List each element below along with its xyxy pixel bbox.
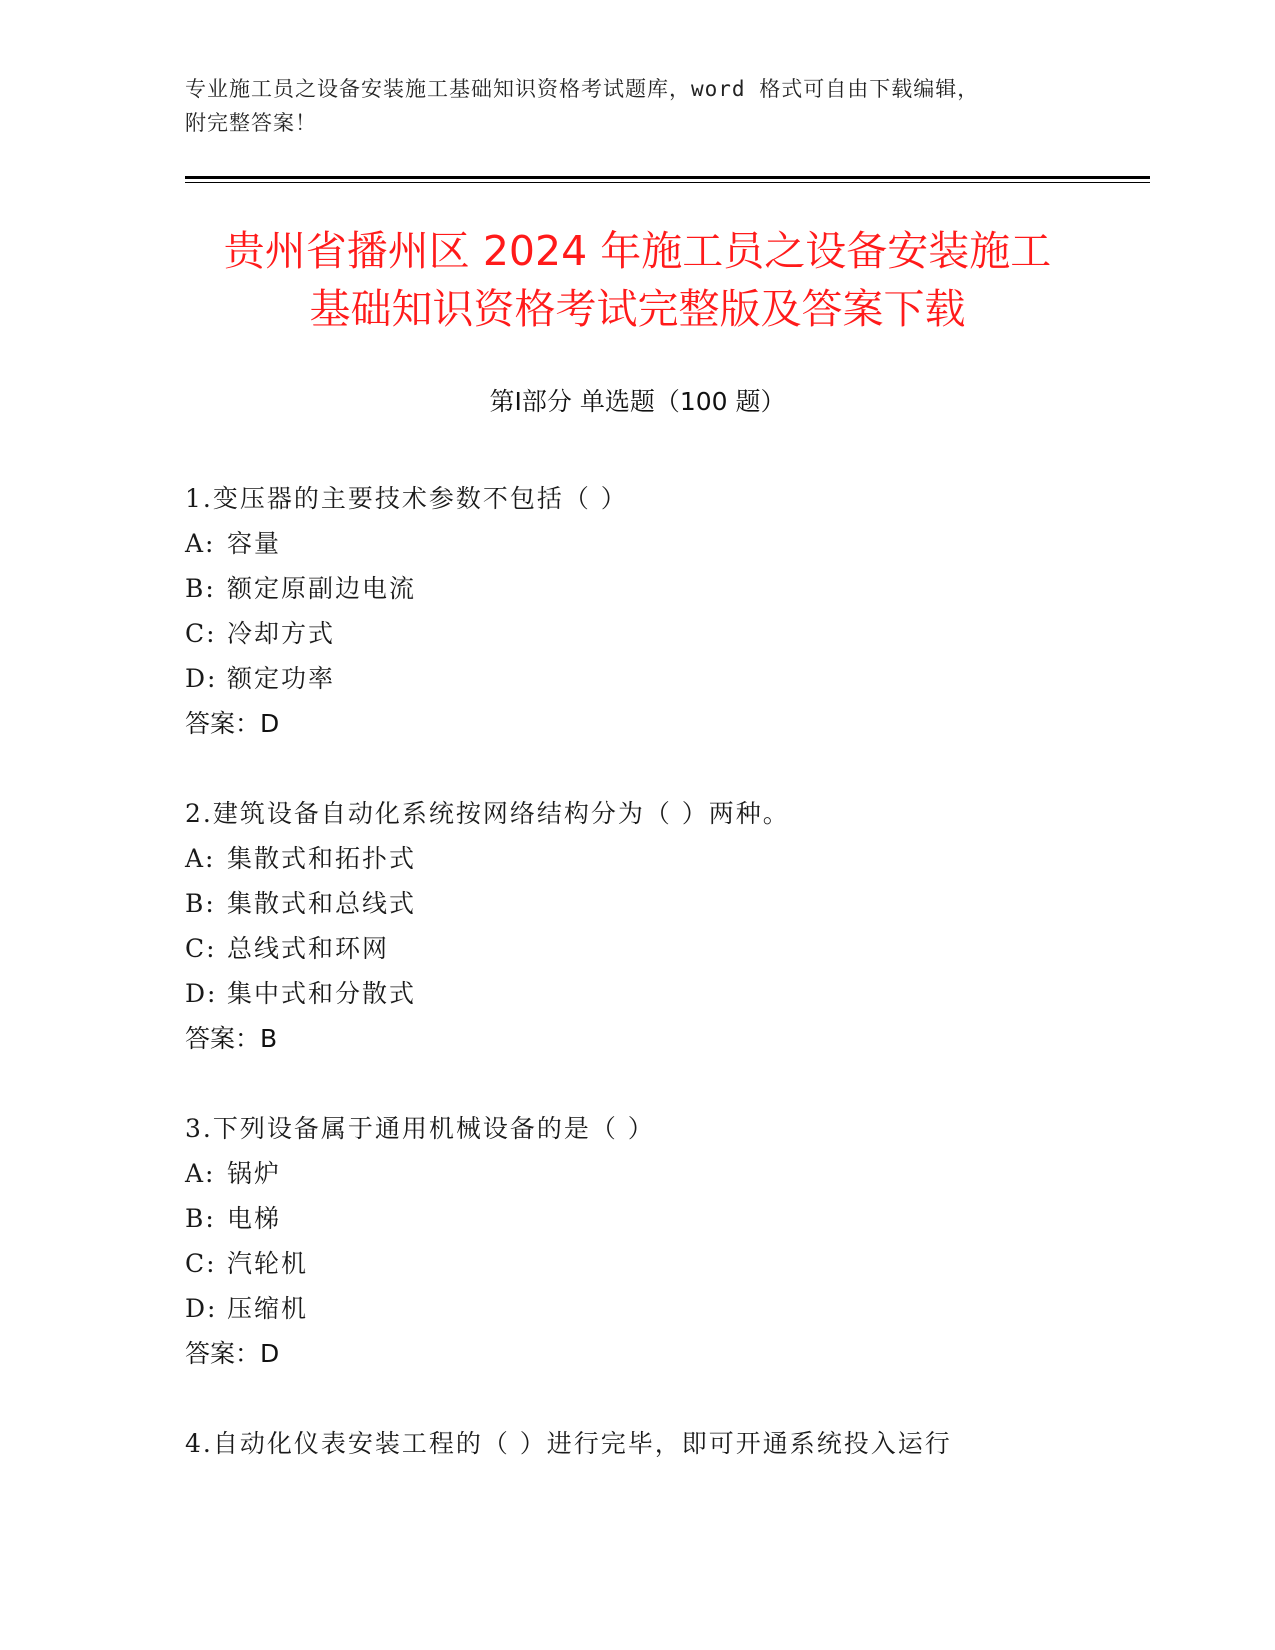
option-d bbox=[185, 656, 1135, 701]
header-divider-thick bbox=[185, 176, 1150, 179]
answer-label: 答案： bbox=[185, 709, 261, 738]
question-4 bbox=[185, 1421, 1135, 1466]
option-text: 容量 bbox=[227, 529, 282, 558]
option-text: 总线式和环网 bbox=[227, 934, 390, 963]
option-text: 集散式和总线式 bbox=[227, 889, 417, 918]
option-text: 额定原副边电流 bbox=[227, 574, 417, 603]
question-stem: 2.建筑设备自动化系统按网络结构分为（ ）两种。 bbox=[185, 799, 790, 828]
option-a bbox=[185, 1151, 1135, 1196]
answer-line bbox=[185, 1331, 1135, 1376]
question-stem: 4.自动化仪表安装工程的（ ）进行完毕，即可开通系统投入运行 bbox=[185, 1429, 952, 1458]
option-letter: B: bbox=[185, 574, 216, 603]
header-divider-thin bbox=[185, 182, 1150, 183]
question-stem: 3.下列设备属于通用机械设备的是（ ） bbox=[185, 1114, 655, 1143]
title-line-2: 基础知识资格考试完整版及答案下载 bbox=[309, 285, 966, 333]
option-text: 锅炉 bbox=[227, 1159, 282, 1188]
option-letter: D: bbox=[185, 979, 218, 1008]
option-letter: D: bbox=[185, 664, 218, 693]
option-text: 冷却方式 bbox=[227, 619, 336, 648]
option-letter: D: bbox=[185, 1294, 218, 1323]
option-a bbox=[185, 521, 1135, 566]
option-letter: B: bbox=[185, 889, 216, 918]
question-2 bbox=[185, 791, 1135, 1061]
option-letter: A: bbox=[185, 1159, 216, 1188]
option-d bbox=[185, 971, 1135, 1016]
option-letter: C: bbox=[185, 619, 217, 648]
option-b bbox=[185, 1196, 1135, 1241]
option-c bbox=[185, 1241, 1135, 1286]
option-a bbox=[185, 836, 1135, 881]
document-title bbox=[160, 222, 1115, 338]
option-c bbox=[185, 611, 1135, 656]
option-letter: B: bbox=[185, 1204, 216, 1233]
header-line-1: 专业施工员之设备安装施工基础知识资格考试题库，word 格式可自由下载编辑， bbox=[185, 77, 980, 101]
header-line-2: 附完整答案！ bbox=[185, 111, 317, 135]
question-list bbox=[185, 476, 1135, 1511]
option-letter: C: bbox=[185, 934, 217, 963]
answer-line bbox=[185, 1016, 1135, 1061]
option-letter: A: bbox=[185, 529, 216, 558]
option-letter: C: bbox=[185, 1249, 217, 1278]
answer-value: D bbox=[260, 1339, 280, 1368]
title-line-1: 贵州省播州区 2024 年施工员之设备安装施工 bbox=[223, 227, 1052, 275]
option-b bbox=[185, 566, 1135, 611]
option-text: 集中式和分散式 bbox=[227, 979, 417, 1008]
option-text: 额定功率 bbox=[227, 664, 336, 693]
question-3 bbox=[185, 1106, 1135, 1376]
answer-value: D bbox=[260, 709, 280, 738]
option-text: 电梯 bbox=[227, 1204, 282, 1233]
option-text: 集散式和拓扑式 bbox=[227, 844, 417, 873]
option-c bbox=[185, 926, 1135, 971]
option-text: 汽轮机 bbox=[227, 1249, 309, 1278]
option-letter: A: bbox=[185, 844, 216, 873]
answer-label: 答案： bbox=[185, 1024, 261, 1053]
answer-value: B bbox=[260, 1024, 278, 1053]
question-1 bbox=[185, 476, 1135, 746]
option-d bbox=[185, 1286, 1135, 1331]
answer-label: 答案： bbox=[185, 1339, 261, 1368]
section-heading: 第Ⅰ部分 单选题（100 题） bbox=[489, 387, 786, 416]
question-stem: 1.变压器的主要技术参数不包括（ ） bbox=[185, 484, 628, 513]
option-text: 压缩机 bbox=[227, 1294, 309, 1323]
answer-line bbox=[185, 701, 1135, 746]
option-b bbox=[185, 881, 1135, 926]
page-header bbox=[185, 72, 1085, 140]
